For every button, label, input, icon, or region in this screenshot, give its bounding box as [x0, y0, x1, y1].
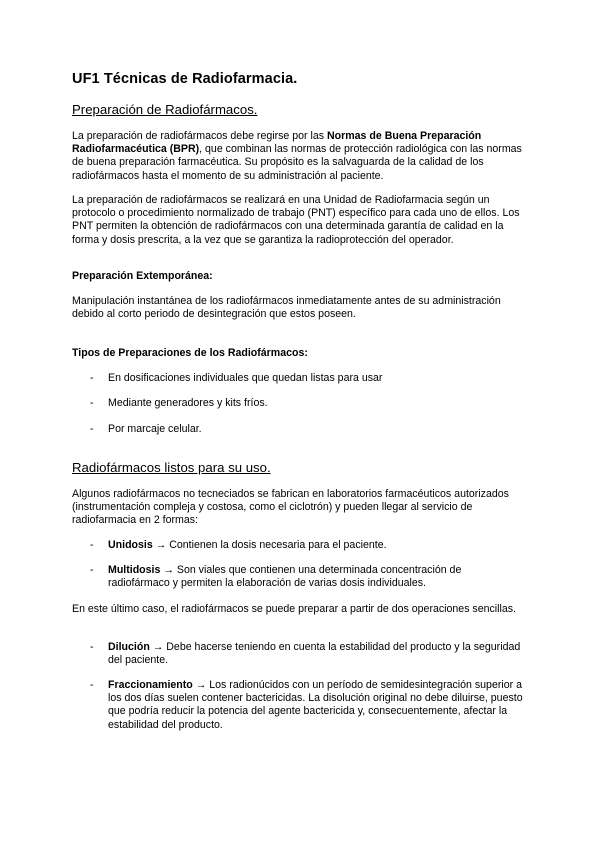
list-bullet: - [90, 679, 94, 691]
section-heading-preparacion: Preparación de Radiofármacos. [72, 102, 258, 117]
bpr-term: Normas de Buena Preparación Radiofarmacéutica (BPR) [72, 130, 482, 156]
term-fraccionamiento: Fraccionamiento [108, 679, 193, 691]
list-bullet: - [90, 372, 94, 384]
list-bullet: - [90, 423, 94, 435]
fraccionamiento-text: Los radionúcidos con un período de semidesintegración superior a los dos días suelen contener bactericidas. La disolución original no debe diluirse, puesto que podría reducir la potencia del agente bactericida y, consecuentemente, afectar la estabilidad del producto. [108, 679, 523, 731]
list-item-text: En dosificaciones individuales que quedan listas para usar [108, 372, 383, 384]
multidosis-text: Son viales que contienen una determinada concentración de radiofármaco y permiten la elaboración de varias dosis individuales. [108, 564, 462, 590]
document-title: UF1 Técnicas de Radiofarmacia. [72, 71, 298, 87]
paragraph-bpr-start: La preparación de radiofármacos debe regirse por las [72, 130, 327, 142]
subheading-extemporanea: Preparación Extemporánea: [72, 270, 213, 282]
list-item-text: Mediante generadores y kits fríos. [108, 397, 268, 409]
list-bullet: - [90, 539, 94, 551]
paragraph-extemporanea: Manipulación instantánea de los radiofármacos inmediatamente antes de su administración debido al corto periodo de desintegración que estos poseen. [72, 295, 501, 321]
section-heading-listos-uso: Radiofármacos listos para su uso. [72, 460, 271, 475]
arrow: → [149, 641, 167, 653]
list-bullet: - [90, 564, 94, 576]
arrow: → [192, 679, 210, 691]
list-bullet: - [90, 397, 94, 409]
paragraph-bpr [72, 130, 527, 183]
subheading-tipos-preparaciones: Tipos de Preparaciones de los Radiofármacos: [72, 347, 308, 359]
dilucion-text: Debe hacerse teniendo en cuenta la estabilidad del producto y la seguridad del paciente. [108, 641, 521, 667]
unidosis-text: Contienen la dosis necesaria para el paciente. [169, 539, 387, 551]
list-bullet: - [90, 641, 94, 653]
arrow: → [160, 564, 177, 576]
paragraph-formas-intro: Algunos radiofármacos no tecneciados se fabrican en laboratorios farmacéuticos autorizados (instrumentación compleja y costosa, como el ciclotrón) y pueden llegar al servicio de radiofarmacia en 2 formas: [72, 488, 509, 527]
term-dilucion: Dilución [108, 641, 150, 653]
paragraph-unidad-radiofarmacia: La preparación de radiofármacos se realizará en una Unidad de Radiofarmacia según un protocolo o procedimiento normalizado de trabajo (PNT) específico para cada uno de ellos. Los PNT permiten la obtención de radiofármacos con una determinada garantía de calidad en la forma y dosis prescrita, a la vez que se garantiza la radioprotección del operador. [72, 194, 520, 246]
paragraph-bpr-end: , que combinan las normas de protección radiológica con las normas de buena preparación farmacéutica. Su propósito es la salvaguarda de la calidad de los radiofármacos hasta el momento de su administración al paciente. [72, 143, 522, 182]
term-multidosis: Multidosis [108, 564, 161, 576]
paragraph-operaciones: En este último caso, el radiofármacos se puede preparar a partir de dos operaciones sencillas. [72, 603, 517, 615]
list-item-text: Por marcaje celular. [108, 423, 202, 435]
term-unidosis: Unidosis [108, 539, 153, 551]
arrow: → [152, 539, 170, 551]
